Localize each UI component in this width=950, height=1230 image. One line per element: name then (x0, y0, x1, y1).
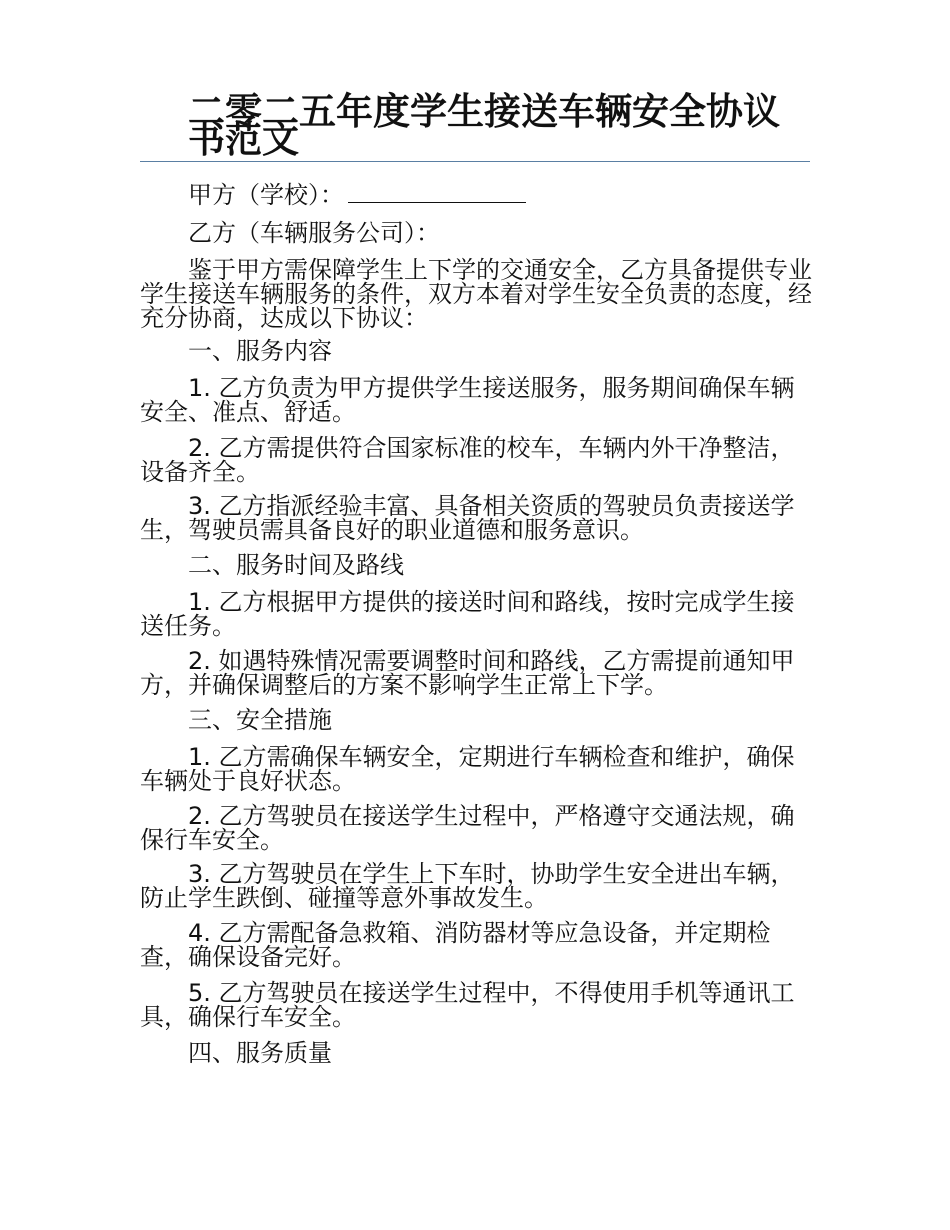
clause-paragraph: 2. 如遇特殊情况需要调整时间和路线，乙方需提前通知甲方，并确保调整后的方案不影响学生正常上下学。 (140, 647, 795, 699)
clause-paragraph: 1. 乙方负责为甲方提供学生接送服务，服务期间确保车辆安全、准点、舒适。 (140, 374, 795, 426)
section-heading: 四、服务质量 (188, 1039, 332, 1067)
title-divider (140, 161, 810, 162)
party-a-label: 甲方（学校）： (188, 181, 344, 209)
preamble-paragraph: 鉴于甲方需保障学生上下学的交通安全，乙方具备提供专业学生接送车辆服务的条件，双方本着对学生安全负责的态度，经充分协商，达成以下协议： (140, 256, 812, 332)
party-a-line (188, 180, 526, 209)
clause-paragraph: 3. 乙方指派经验丰富、具备相关资质的驾驶员负责接送学生，驾驶员需具备良好的职业道德和服务意识。 (140, 492, 795, 544)
section-heading: 二、服务时间及路线 (188, 551, 404, 579)
clause-paragraph: 4. 乙方需配备急救箱、消防器材等应急设备，并定期检查，确保设备完好。 (140, 919, 771, 971)
section-heading: 一、服务内容 (188, 337, 332, 365)
section-heading: 三、安全措施 (188, 706, 332, 734)
clause-paragraph: 1. 乙方根据甲方提供的接送时间和路线，按时完成学生接送任务。 (140, 588, 795, 640)
clause-paragraph: 2. 乙方需提供符合国家标准的校车，车辆内外干净整洁，设备齐全。 (140, 434, 795, 486)
clause-paragraph: 5. 乙方驾驶员在接送学生过程中，不得使用手机等通讯工具，确保行车安全。 (140, 979, 795, 1031)
clause-paragraph: 2. 乙方驾驶员在接送学生过程中，严格遵守交通法规，确保行车安全。 (140, 802, 795, 854)
party-a-blank (348, 180, 526, 203)
clause-paragraph: 1. 乙方需确保车辆安全，定期进行车辆检查和维护，确保车辆处于良好状态。 (140, 743, 795, 795)
clause-paragraph: 3. 乙方驾驶员在学生上下车时，协助学生安全进出车辆，防止学生跌倒、碰撞等意外事故发生。 (140, 860, 795, 912)
party-b-label: 乙方（车辆服务公司）： (188, 219, 440, 247)
document-title: 二零二五年度学生接送车辆安全协议书范文 (188, 90, 780, 161)
